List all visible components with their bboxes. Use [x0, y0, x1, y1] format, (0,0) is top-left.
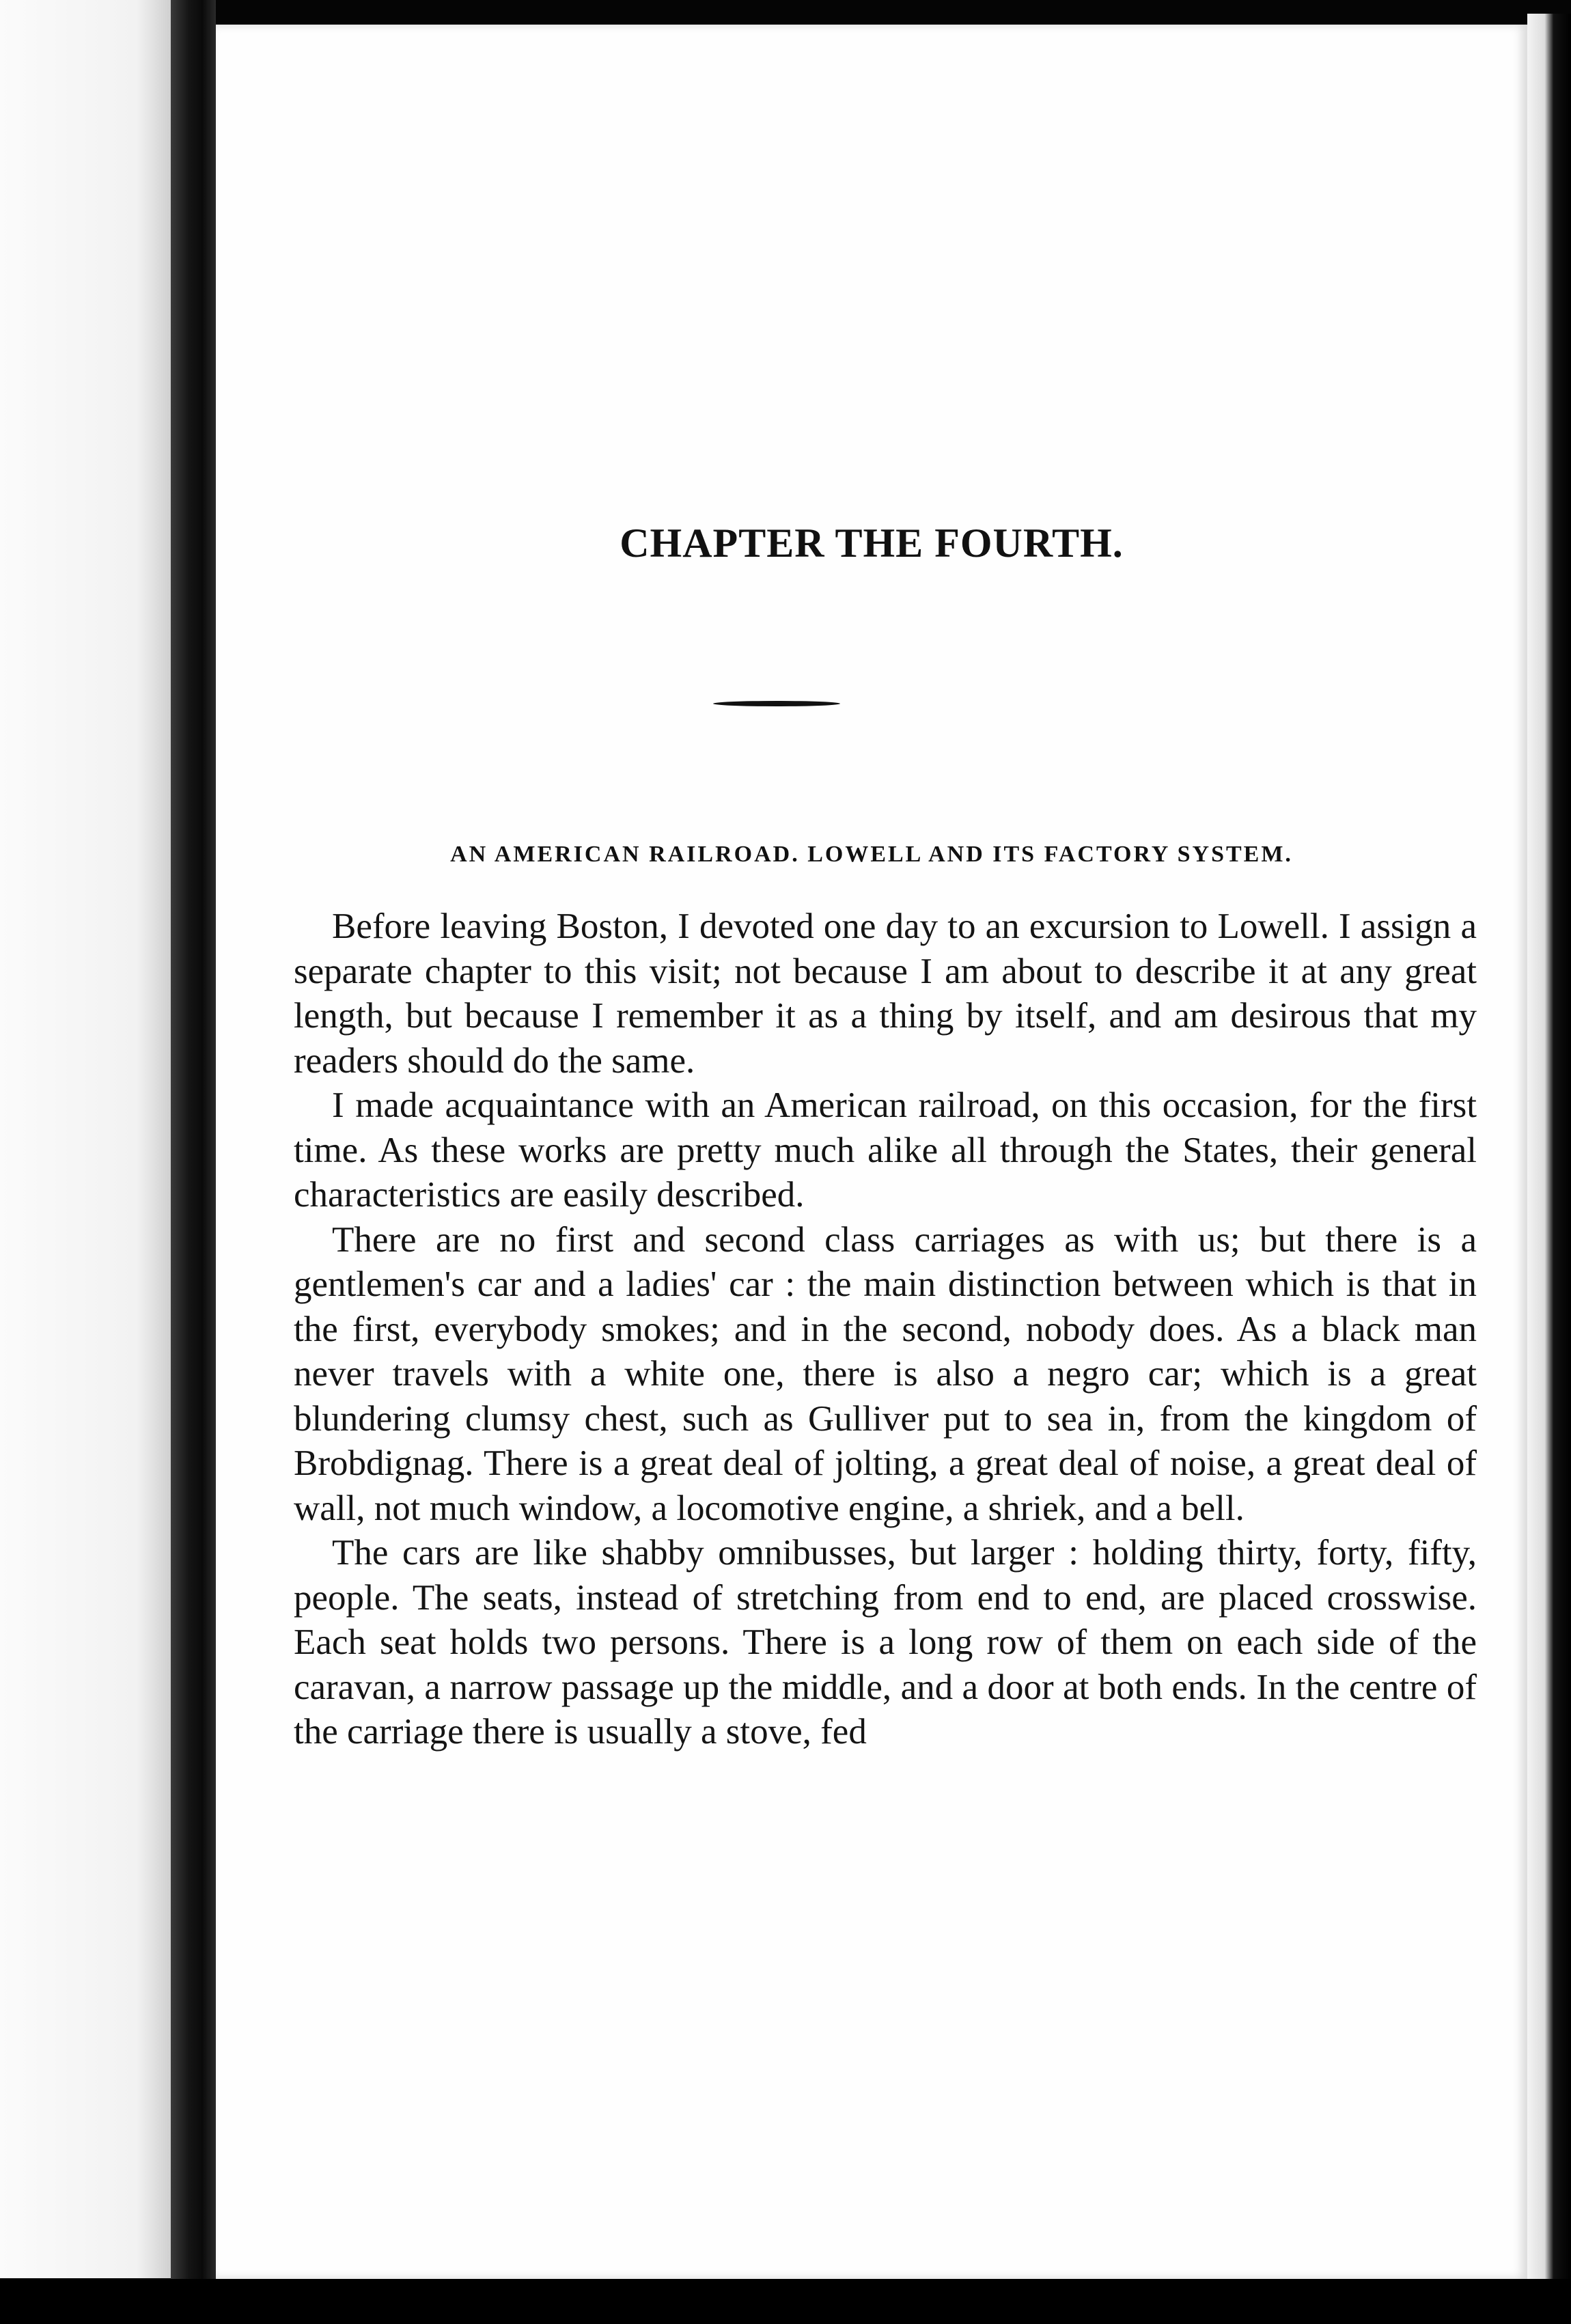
chapter-title: CHAPTER THE FOURTH. — [620, 521, 1124, 566]
left-page-edge — [0, 0, 171, 2278]
paragraph: Before leaving Boston, I devoted one day to an excursion to Lowell. I assign a separate chapter to this visit; not because I am about to describe it at any great length, but because I remember it as a thing by itself, and am desirous that my readers should do the same. — [294, 907, 1477, 1081]
book-gutter — [171, 0, 216, 2295]
body-text — [294, 904, 1477, 1755]
paragraph: The cars are like shabby omnibusses, but larger : holding thirty, forty, fifty, people. The seats, instead of stretching from end to end, are placed crosswise. Each seat holds two persons. There is a long row of them on each side of the caravan, a narrow passage up the middle, and a door at both ends. In the centre of the carriage there is usually a stove, fed — [294, 1533, 1477, 1752]
ornamental-rule — [713, 701, 840, 706]
paragraph: I made acquaintance with an American railroad, on this occasion, for the first time. As these works are pretty much alike all through the States, their general characteristics are easily described. — [294, 1085, 1477, 1215]
section-heading: AN AMERICAN RAILROAD. LOWELL AND ITS FACTORY SYSTEM. — [450, 842, 1293, 867]
right-page-edge — [1527, 14, 1571, 2282]
book-page — [216, 25, 1527, 2279]
paragraph: There are no first and second class carriages as with us; but there is a gentlemen's car and a ladies' car : the main distinction between which is that in the first, everybody smokes; and in the second, nobody does. As a black man never travels with a white one, there is also a negro car; which is a great blundering clumsy chest, such as Gulliver put to sea in, from the kingdom of Brobdignag. There is a great deal of jolting, a great deal of noise, a great deal of wall, not much window, a locomotive engine, a shriek, and a bell. — [294, 1219, 1477, 1528]
scan-bottom-border — [0, 2279, 1571, 2324]
